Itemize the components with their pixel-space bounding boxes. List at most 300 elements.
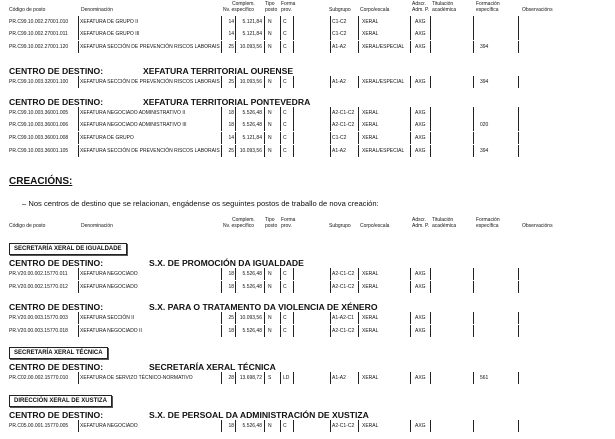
cell-adscr: AXG — [415, 375, 426, 381]
column-rule — [410, 420, 411, 432]
cell-complemento: 5.526,48 — [242, 284, 262, 290]
column-rule — [280, 268, 281, 280]
column-rule — [221, 420, 222, 432]
cell-nivel: 14 — [228, 31, 234, 37]
cell-complemento: 10.093,56 — [239, 79, 262, 85]
section-box-tecnica: SECRETARÍA XERAL TÉCNICA — [9, 347, 108, 359]
header-formacion-1: Formación — [476, 1, 500, 7]
column-rule — [264, 268, 265, 280]
column-rule — [330, 325, 331, 337]
cell-code: PR.C05.00.001.15770.005 — [9, 423, 69, 429]
column-rule — [473, 119, 474, 131]
cell-subgrupo: A2-C1-C2 — [332, 122, 355, 128]
section-box-xustiza: DIRECCIÓN XERAL DE XUSTIZA — [9, 395, 112, 407]
column-rule — [280, 41, 281, 53]
centro-destino-label: CENTRO DE DESTINO: — [9, 66, 104, 76]
column-rule — [518, 132, 519, 144]
column-rule — [330, 107, 331, 119]
column-rule — [293, 325, 294, 337]
column-rule — [78, 268, 79, 280]
cell-tipo: N — [268, 44, 272, 50]
cell-corpo: XERAL — [362, 284, 379, 290]
column-rule — [410, 372, 411, 384]
header-tipo-1: Tipo — [265, 1, 275, 7]
column-rule — [78, 312, 79, 324]
header-observacions: Observacións — [522, 223, 553, 229]
column-rule — [221, 132, 222, 144]
cell-adscr: AXG — [415, 135, 426, 141]
column-rule — [330, 372, 331, 384]
column-rule — [235, 16, 236, 28]
cell-subgrupo: A1-A2 — [332, 44, 346, 50]
header-denominacion: Denominación — [81, 7, 113, 13]
column-rule — [430, 41, 431, 53]
cell-complemento: 5.526,48 — [242, 122, 262, 128]
column-rule — [410, 107, 411, 119]
column-rule — [518, 312, 519, 324]
cell-complemento: 5.121,84 — [242, 19, 262, 25]
cell-corpo: XERAL — [362, 315, 379, 321]
cell-tipo: N — [268, 423, 272, 429]
column-rule — [430, 119, 431, 131]
column-rule — [293, 281, 294, 293]
column-rule — [358, 28, 359, 40]
column-rule — [235, 268, 236, 280]
cell-nivel: 25 — [228, 148, 234, 154]
column-rule — [78, 41, 79, 53]
column-rule — [358, 312, 359, 324]
cell-corpo: XERAL — [362, 135, 379, 141]
creacions-heading: CREACIÓNS: — [9, 176, 73, 187]
centro-destino-title: S.X. PARA O TRATAMENTO DA VIOLENCIA DE XÉNERO — [149, 302, 378, 312]
column-rule — [280, 312, 281, 324]
column-rule — [358, 16, 359, 28]
cell-corpo: XERAL — [362, 19, 379, 25]
centro-destino-label: CENTRO DE DESTINO: — [9, 258, 104, 268]
cell-code: PR.C99.10.002.27001.011 — [9, 31, 68, 37]
header-adscr-2: Adm. P. — [412, 7, 430, 13]
column-rule — [293, 16, 294, 28]
cell-nivel: 25 — [228, 44, 234, 50]
column-rule — [264, 132, 265, 144]
column-rule — [358, 420, 359, 432]
column-rule — [78, 119, 79, 131]
cell-forma: C — [283, 19, 287, 25]
column-rule — [235, 76, 236, 88]
cell-adscr: AXG — [415, 31, 426, 37]
column-rule — [293, 132, 294, 144]
column-rule — [235, 132, 236, 144]
cell-code: PR.C02.00.002.15770.010 — [9, 375, 69, 381]
cell-adscr: AXG — [415, 122, 426, 128]
column-rule — [280, 372, 281, 384]
cell-adscr: AXG — [415, 423, 426, 429]
column-rule — [430, 76, 431, 88]
column-rule — [330, 132, 331, 144]
column-rule — [473, 268, 474, 280]
header-formacion-1: Formación — [476, 217, 500, 223]
cell-complemento: 10.093,56 — [239, 148, 262, 154]
column-rule — [410, 16, 411, 28]
cell-nivel: 14 — [228, 135, 234, 141]
column-rule — [430, 268, 431, 280]
header-adscr-1: Adscr. — [412, 1, 426, 7]
table-row — [0, 420, 615, 432]
cell-code: PR.C99.10.003.36001.006 — [9, 122, 69, 128]
column-rule — [264, 325, 265, 337]
cell-subgrupo: A2-C1-C2 — [332, 271, 355, 277]
column-rule — [235, 28, 236, 40]
column-rule — [235, 41, 236, 53]
cell-denominacion: XEFATURA DE GRUPO III — [80, 31, 140, 37]
cell-denominacion: XEFATURA NEGOCIADO ADMINISTRATIVO III — [80, 122, 187, 128]
column-rule — [280, 420, 281, 432]
header-observacions: Observacións — [522, 7, 553, 13]
cell-nivel: 18 — [228, 284, 234, 290]
column-rule — [221, 312, 222, 324]
table-header — [0, 2, 615, 16]
column-rule — [78, 28, 79, 40]
header-tipo-2: posto — [265, 223, 278, 229]
column-rule — [221, 76, 222, 88]
cell-denominacion: XEFATURA SECCIÓN DE PREVENCIÓN RISCOS LABORAIS — [80, 44, 220, 50]
column-rule — [264, 281, 265, 293]
cell-corpo: XERAL/ESPECIAL — [362, 148, 405, 154]
column-rule — [430, 420, 431, 432]
table-row — [0, 281, 615, 293]
cell-forma: LD — [283, 375, 290, 381]
cell-forma: C — [283, 44, 287, 50]
column-rule — [293, 312, 294, 324]
cell-adscr: AXG — [415, 19, 426, 25]
column-rule — [280, 325, 281, 337]
cell-subgrupo: A2-C1-C2 — [332, 284, 355, 290]
header-tipo-2: posto — [265, 7, 278, 13]
centro-destino-title: S.X. DE PROMOCIÓN DA IGUALDADE — [149, 258, 304, 268]
column-rule — [410, 281, 411, 293]
cell-nivel: 18 — [228, 110, 234, 116]
table-row — [0, 41, 615, 53]
centro-destino-violencia — [9, 302, 378, 312]
column-rule — [473, 145, 474, 157]
cell-denominacion: XEFATURA DE GRUPO II — [80, 19, 138, 25]
column-rule — [78, 372, 79, 384]
column-rule — [78, 420, 79, 432]
cell-denominacion: XEFATURA NEGOCIADO ADMINISTRATIVO II — [80, 110, 186, 116]
cell-denominacion: XEFATURA SECCIÓN DE PREVENCIÓN RISCOS LABORAIS — [80, 79, 220, 85]
centro-destino-title: XEFATURA TERRITORIAL OURENSE — [143, 66, 294, 76]
column-rule — [330, 119, 331, 131]
cell-formacion: 394 — [480, 148, 489, 154]
centro-destino-promocion — [9, 258, 304, 268]
header-titulacion-1: Titulación — [432, 1, 454, 7]
column-rule — [430, 107, 431, 119]
cell-code: PR.V20.00.003.15770.003 — [9, 315, 68, 321]
column-rule — [518, 145, 519, 157]
cell-subgrupo: A1-A2 — [332, 79, 346, 85]
cell-denominacion: XEFATURA DE GRUPO — [80, 135, 134, 141]
column-rule — [358, 76, 359, 88]
cell-nivel: 14 — [228, 19, 234, 25]
column-rule — [330, 76, 331, 88]
column-rule — [293, 145, 294, 157]
column-rule — [358, 119, 359, 131]
column-rule — [221, 145, 222, 157]
column-rule — [430, 132, 431, 144]
column-rule — [221, 41, 222, 53]
column-rule — [264, 41, 265, 53]
cell-code: PR.C99.10.003.36001.008 — [9, 135, 69, 141]
column-rule — [518, 119, 519, 131]
column-rule — [473, 132, 474, 144]
column-rule — [221, 325, 222, 337]
table-row — [0, 145, 615, 157]
header-code: Código de posto — [9, 7, 46, 13]
header-adscr-1: Adscr. — [412, 217, 426, 223]
header-forma-2: prov. — [281, 7, 292, 13]
cell-forma: C — [283, 284, 287, 290]
column-rule — [518, 107, 519, 119]
table-row — [0, 16, 615, 28]
column-rule — [264, 312, 265, 324]
column-rule — [235, 281, 236, 293]
column-rule — [221, 16, 222, 28]
cell-adscr: AXG — [415, 148, 426, 154]
table-row — [0, 132, 615, 144]
cell-denominacion: XEFATURA DE SERVIZO TÉCNICO-NORMATIVO — [80, 375, 193, 381]
cell-nivel: 28 — [228, 375, 234, 381]
cell-forma: C — [283, 135, 287, 141]
column-rule — [518, 41, 519, 53]
column-rule — [235, 420, 236, 432]
cell-tipo: N — [268, 122, 272, 128]
column-rule — [518, 372, 519, 384]
column-rule — [235, 312, 236, 324]
column-rule — [330, 41, 331, 53]
column-rule — [280, 119, 281, 131]
header-complem-2: Nv. específico — [223, 7, 255, 13]
cell-code: PR.C99.10.003.36001.005 — [9, 110, 69, 116]
column-rule — [358, 325, 359, 337]
cell-subgrupo: C1-C2 — [332, 31, 347, 37]
column-rule — [473, 76, 474, 88]
header-code: Código de posto — [9, 223, 46, 229]
column-rule — [78, 76, 79, 88]
cell-nivel: 18 — [228, 271, 234, 277]
column-rule — [358, 145, 359, 157]
column-rule — [358, 268, 359, 280]
column-rule — [473, 420, 474, 432]
cell-nivel: 18 — [228, 328, 234, 334]
header-forma-2: prov. — [281, 223, 292, 229]
cell-code: PR.C99.10.003.32001.100 — [9, 79, 69, 85]
cell-tipo: N — [268, 79, 272, 85]
centro-destino-label: CENTRO DE DESTINO: — [9, 97, 104, 107]
centro-destino-label: CENTRO DE DESTINO: — [9, 362, 104, 372]
centro-destino-label: CENTRO DE DESTINO: — [9, 302, 104, 312]
column-rule — [410, 28, 411, 40]
column-rule — [430, 145, 431, 157]
column-rule — [280, 107, 281, 119]
cell-complemento: 5.526,48 — [242, 423, 262, 429]
header-titulacion-2: académica — [432, 7, 457, 13]
table-row — [0, 312, 615, 324]
column-rule — [280, 132, 281, 144]
column-rule — [280, 16, 281, 28]
cell-nivel: 18 — [228, 423, 234, 429]
column-rule — [518, 281, 519, 293]
column-rule — [293, 268, 294, 280]
column-rule — [430, 281, 431, 293]
column-rule — [235, 107, 236, 119]
cell-code: PR.V20.00.003.15770.018 — [9, 328, 68, 334]
cell-subgrupo: A2-C1-C2 — [332, 328, 355, 334]
cell-corpo: XERAL — [362, 122, 379, 128]
column-rule — [264, 76, 265, 88]
column-rule — [221, 28, 222, 40]
column-rule — [430, 16, 431, 28]
column-rule — [293, 76, 294, 88]
column-rule — [78, 145, 79, 157]
column-rule — [221, 119, 222, 131]
column-rule — [280, 28, 281, 40]
cell-forma: C — [283, 423, 287, 429]
column-rule — [293, 420, 294, 432]
column-rule — [293, 119, 294, 131]
column-rule — [264, 28, 265, 40]
column-rule — [410, 312, 411, 324]
column-rule — [518, 76, 519, 88]
column-rule — [358, 132, 359, 144]
column-rule — [473, 372, 474, 384]
column-rule — [518, 325, 519, 337]
column-rule — [358, 41, 359, 53]
cell-tipo: S — [268, 375, 272, 381]
column-rule — [264, 107, 265, 119]
column-rule — [430, 312, 431, 324]
cell-tipo: N — [268, 271, 272, 277]
column-rule — [410, 325, 411, 337]
header-titulacion-1: Titulación — [432, 217, 454, 223]
cell-complemento: 10.093,56 — [239, 315, 262, 321]
cell-subgrupo: A2-C1-C2 — [332, 423, 355, 429]
cell-complemento: 13.698,72 — [239, 375, 262, 381]
cell-forma: C — [283, 148, 287, 154]
header-subgrupo: Subgrupo — [329, 223, 351, 229]
column-rule — [358, 107, 359, 119]
column-rule — [330, 268, 331, 280]
table-row — [0, 268, 615, 280]
table-row — [0, 28, 615, 40]
cell-adscr: AXG — [415, 315, 426, 321]
cell-corpo: XERAL — [362, 31, 379, 37]
column-rule — [264, 16, 265, 28]
column-rule — [264, 420, 265, 432]
header-corpo: Corpo/escala — [360, 223, 390, 229]
column-rule — [330, 28, 331, 40]
cell-adscr: AXG — [415, 110, 426, 116]
cell-tipo: N — [268, 110, 272, 116]
header-complem-2: Nv. específico — [223, 223, 255, 229]
cell-nivel: 25 — [228, 79, 234, 85]
section-box-igualdade: SECRETARÍA XERAL DE IGUALDADE — [9, 243, 127, 255]
cell-code: PR.C99.10.003.36001.105 — [9, 148, 69, 154]
column-rule — [330, 420, 331, 432]
table-row — [0, 325, 615, 337]
column-rule — [221, 372, 222, 384]
column-rule — [430, 372, 431, 384]
cell-forma: C — [283, 122, 287, 128]
cell-adscr: AXG — [415, 271, 426, 277]
header-corpo: Corpo/escala — [360, 7, 390, 13]
column-rule — [518, 420, 519, 432]
cell-code: PR.C99.10.002.27001.120 — [9, 44, 69, 50]
table-header-2 — [0, 218, 615, 232]
cell-subgrupo: A1-A2-C1 — [332, 315, 354, 321]
column-rule — [221, 268, 222, 280]
column-rule — [518, 16, 519, 28]
cell-corpo: XERAL — [362, 375, 379, 381]
header-titulacion-2: académica — [432, 223, 457, 229]
column-rule — [330, 281, 331, 293]
cell-denominacion: XEFATURA NEGOCIADO — [80, 423, 138, 429]
cell-tipo: N — [268, 19, 272, 25]
column-rule — [518, 268, 519, 280]
cell-adscr: AXG — [415, 79, 426, 85]
cell-code: PR.V20.00.002.15770.012 — [9, 284, 68, 290]
cell-subgrupo: A1-A2 — [332, 148, 346, 154]
cell-subgrupo: C1-C2 — [332, 19, 347, 25]
column-rule — [358, 372, 359, 384]
column-rule — [78, 281, 79, 293]
cell-formacion: 394 — [480, 79, 489, 85]
column-rule — [264, 119, 265, 131]
cell-complemento: 5.526,48 — [242, 271, 262, 277]
column-rule — [330, 145, 331, 157]
column-rule — [430, 28, 431, 40]
centro-destino-label: CENTRO DE DESTINO: — [9, 410, 104, 420]
cell-tipo: N — [268, 328, 272, 334]
cell-adscr: AXG — [415, 284, 426, 290]
cell-forma: C — [283, 79, 287, 85]
column-rule — [235, 145, 236, 157]
column-rule — [293, 28, 294, 40]
cell-nivel: 18 — [228, 122, 234, 128]
centro-destino-xustiza — [9, 410, 369, 420]
column-rule — [473, 16, 474, 28]
cell-formacion: 394 — [480, 44, 489, 50]
column-rule — [410, 41, 411, 53]
column-rule — [280, 76, 281, 88]
column-rule — [473, 325, 474, 337]
cell-nivel: 25 — [228, 315, 234, 321]
cell-forma: C — [283, 110, 287, 116]
column-rule — [473, 281, 474, 293]
cell-code: PR.C99.10.002.27001.010 — [9, 19, 69, 25]
column-rule — [264, 372, 265, 384]
column-rule — [78, 107, 79, 119]
column-rule — [78, 132, 79, 144]
column-rule — [410, 132, 411, 144]
cell-code: PR.V20.00.002.15770.011 — [9, 271, 68, 277]
header-complem-1: Complem. — [232, 217, 255, 223]
cell-subgrupo: C1-C2 — [332, 135, 347, 141]
cell-adscr: AXG — [415, 328, 426, 334]
cell-complemento: 5.121,84 — [242, 31, 262, 37]
column-rule — [410, 145, 411, 157]
cell-subgrupo: A1-A2 — [332, 375, 346, 381]
cell-forma: C — [283, 271, 287, 277]
